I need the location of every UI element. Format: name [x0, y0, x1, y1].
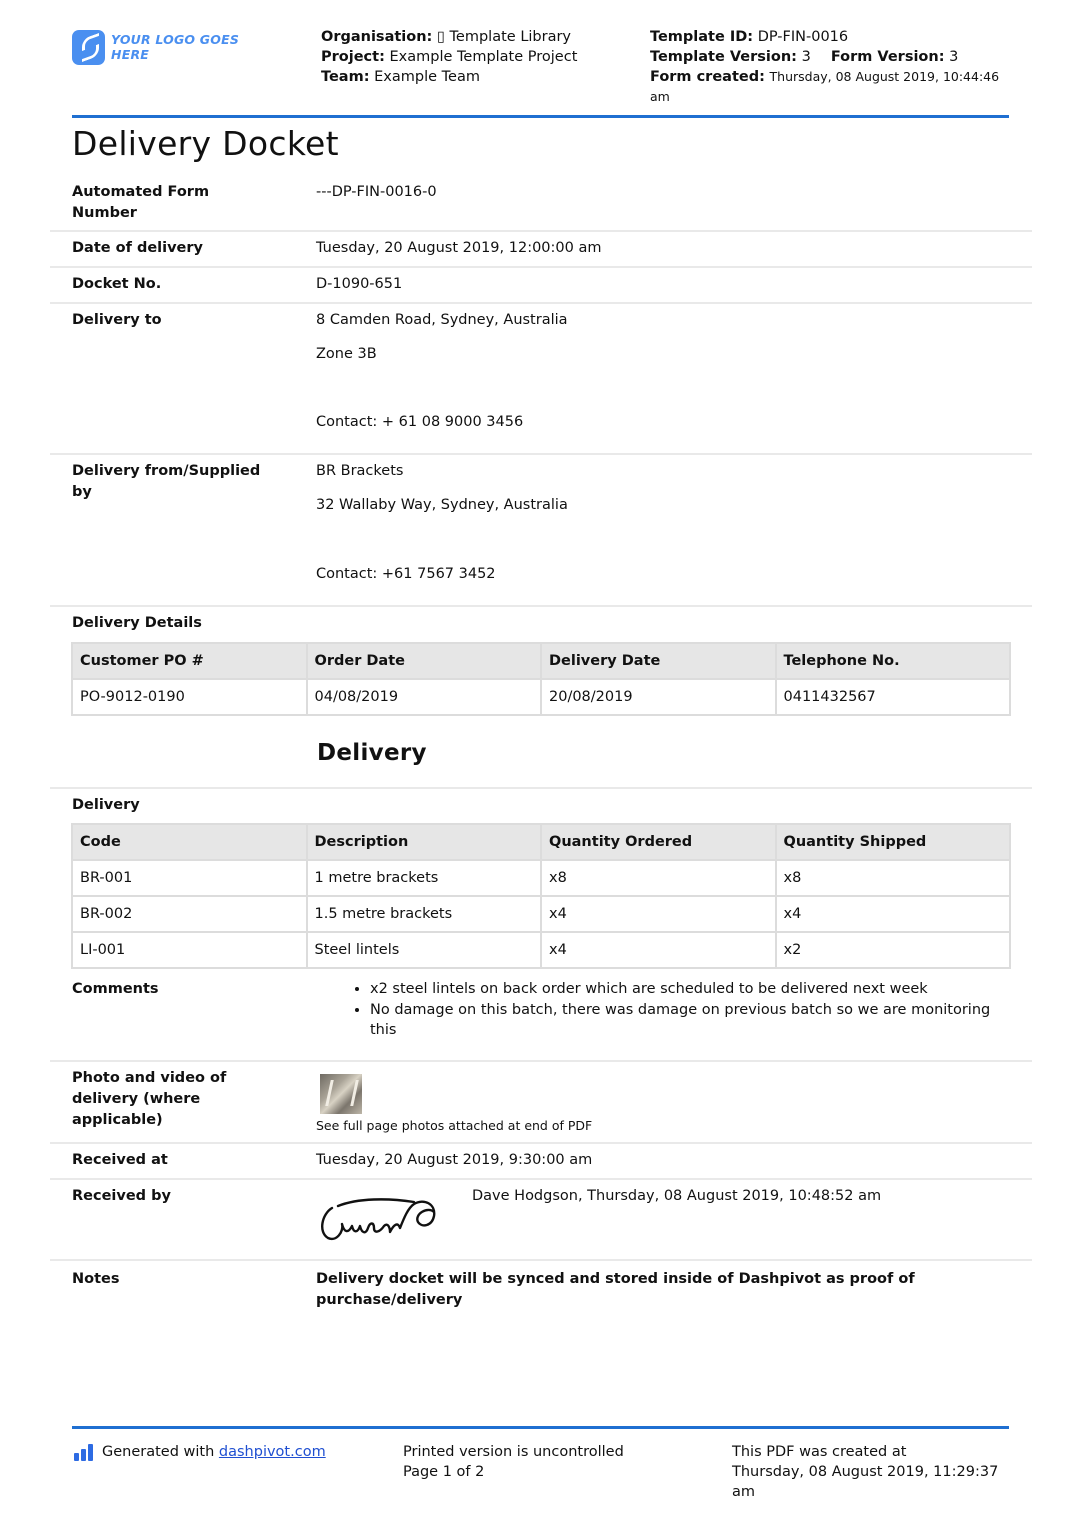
row-divider — [50, 230, 1032, 232]
photo-caption: See full page photos attached at end of PDF — [316, 1118, 593, 1133]
table-header: Code — [72, 824, 307, 860]
row-divider — [50, 1178, 1032, 1180]
row-divider — [50, 453, 1032, 455]
project-value: Example Template Project — [389, 49, 578, 65]
delivery-details-table — [71, 642, 1011, 716]
delivery-from-address: 32 Wallaby Way, Sydney, Australia — [316, 497, 568, 513]
photo-label: Photo and video of delivery (where applicable) — [72, 1070, 227, 1128]
table-row — [72, 932, 1010, 968]
table-cell: 1 metre brackets — [307, 860, 542, 896]
footer-print-info — [403, 1442, 624, 1482]
row-divider — [50, 1142, 1032, 1144]
row-divider — [50, 1259, 1032, 1261]
docket-no-value: D-1090-651 — [316, 276, 403, 292]
row-divider — [50, 302, 1032, 304]
table-header: Quantity Shipped — [776, 824, 1011, 860]
delivery-from-label: Delivery from/Supplied by — [72, 463, 261, 500]
footer-created-info — [732, 1442, 998, 1502]
table-cell: x2 — [776, 932, 1011, 968]
page-number: Page 1 of 2 — [403, 1464, 485, 1480]
table-cell: x8 — [776, 860, 1011, 896]
table-cell: 04/08/2019 — [307, 679, 542, 715]
logo-text: YOUR LOGO GOES HERE — [111, 32, 240, 62]
signature-image — [318, 1188, 438, 1244]
delivery-details-label: Delivery Details — [72, 615, 202, 631]
table-header-row — [72, 824, 1010, 860]
form-number-value: ---DP-FIN-0016-0 — [316, 184, 437, 200]
row-divider — [50, 787, 1032, 789]
table-cell: x4 — [776, 896, 1011, 932]
received-by-label: Received by — [72, 1188, 171, 1204]
created-label: This PDF was created at — [732, 1444, 907, 1460]
table-header: Description — [307, 824, 542, 860]
row-divider — [50, 1060, 1032, 1062]
header-template-block — [650, 27, 999, 107]
created-timestamp-cont: am — [732, 1484, 756, 1500]
created-timestamp: Thursday, 08 August 2019, 11:29:37 — [732, 1464, 999, 1480]
generated-prefix: Generated with — [102, 1444, 219, 1460]
table-header-row — [72, 643, 1010, 679]
form-created-value-cont: am — [650, 89, 670, 104]
header-divider — [72, 115, 1009, 118]
footer-generated — [102, 1442, 326, 1462]
delivery-section-heading: Delivery — [317, 740, 427, 766]
template-id-label: Template ID: — [650, 29, 754, 45]
notes-label: Notes — [72, 1271, 120, 1287]
page-title: Delivery Docket — [72, 124, 339, 163]
table-cell: BR-002 — [72, 896, 307, 932]
team-value: Example Team — [374, 69, 480, 85]
form-created-label: Form created: — [650, 69, 765, 85]
form-created-value: Thursday, 08 August 2019, 10:44:46 — [769, 69, 1000, 84]
table-cell: x4 — [541, 896, 776, 932]
received-at-value: Tuesday, 20 August 2019, 9:30:00 am — [316, 1152, 593, 1168]
uncontrolled-text: Printed version is uncontrolled — [403, 1444, 624, 1460]
delivery-from-name: BR Brackets — [316, 463, 404, 479]
table-cell: Steel lintels — [307, 932, 542, 968]
logo-icon — [72, 30, 105, 65]
row-divider — [50, 605, 1032, 607]
delivery-items-table — [71, 823, 1011, 969]
table-header: Quantity Ordered — [541, 824, 776, 860]
date-of-delivery-label: Date of delivery — [72, 240, 203, 256]
template-version-label: Template Version: — [650, 49, 797, 65]
table-row — [72, 896, 1010, 932]
received-by-value: Dave Hodgson, Thursday, 08 August 2019, 10:48:52 am — [472, 1188, 882, 1204]
comments-list — [352, 979, 1002, 1041]
delivery-from-contact: Contact: +61 7567 3452 — [316, 566, 496, 582]
form-version-label: Form Version: — [830, 49, 945, 65]
list-item: • x2 steel lintels on back order which are scheduled to be delivered next week — [370, 979, 1002, 1000]
organisation-value: ▯ Template Library — [436, 29, 572, 45]
template-id-value: DP-FIN-0016 — [757, 29, 849, 45]
table-cell: BR-001 — [72, 860, 307, 896]
header-org-block — [321, 27, 577, 87]
form-number-label: Automated Form Number — [72, 184, 210, 221]
table-cell: LI-001 — [72, 932, 307, 968]
table-cell: x8 — [541, 860, 776, 896]
delivery-photo-thumbnail[interactable] — [320, 1074, 362, 1114]
team-label: Team: — [321, 69, 370, 85]
delivery-to-contact: Contact: + 61 08 9000 3456 — [316, 414, 524, 430]
delivery-to-label: Delivery to — [72, 312, 162, 328]
notes-value: Delivery docket will be synced and stored inside of Dashpivot as proof of purchase/delivery — [316, 1271, 915, 1308]
table-header: Customer PO # — [72, 643, 307, 679]
delivery-label: Delivery — [72, 797, 140, 813]
organisation-label: Organisation: — [321, 29, 433, 45]
comments-label: Comments — [72, 981, 159, 997]
dashpivot-link[interactable]: dashpivot.com — [218, 1444, 326, 1460]
table-row — [72, 679, 1010, 715]
company-logo — [72, 29, 272, 65]
table-header: Telephone No. — [776, 643, 1011, 679]
table-cell: x4 — [541, 932, 776, 968]
delivery-to-address: 8 Camden Road, Sydney, Australia — [316, 312, 568, 328]
received-at-label: Received at — [72, 1152, 168, 1168]
row-divider — [50, 266, 1032, 268]
table-cell: 0411432567 — [776, 679, 1011, 715]
table-cell: 1.5 metre brackets — [307, 896, 542, 932]
footer-divider — [72, 1426, 1009, 1429]
list-item: • No damage on this batch, there was damage on previous batch so we are monitoring this — [370, 1000, 1002, 1041]
table-cell: PO-9012-0190 — [72, 679, 307, 715]
table-header: Delivery Date — [541, 643, 776, 679]
table-header: Order Date — [307, 643, 542, 679]
table-row — [72, 860, 1010, 896]
date-of-delivery-value: Tuesday, 20 August 2019, 12:00:00 am — [316, 240, 602, 256]
template-version-value: 3 — [801, 49, 811, 65]
delivery-to-zone: Zone 3B — [316, 346, 377, 362]
project-label: Project: — [321, 49, 385, 65]
table-cell: 20/08/2019 — [541, 679, 776, 715]
docket-no-label: Docket No. — [72, 276, 162, 292]
form-version-value: 3 — [949, 49, 959, 65]
dashpivot-bars-icon — [74, 1444, 96, 1461]
